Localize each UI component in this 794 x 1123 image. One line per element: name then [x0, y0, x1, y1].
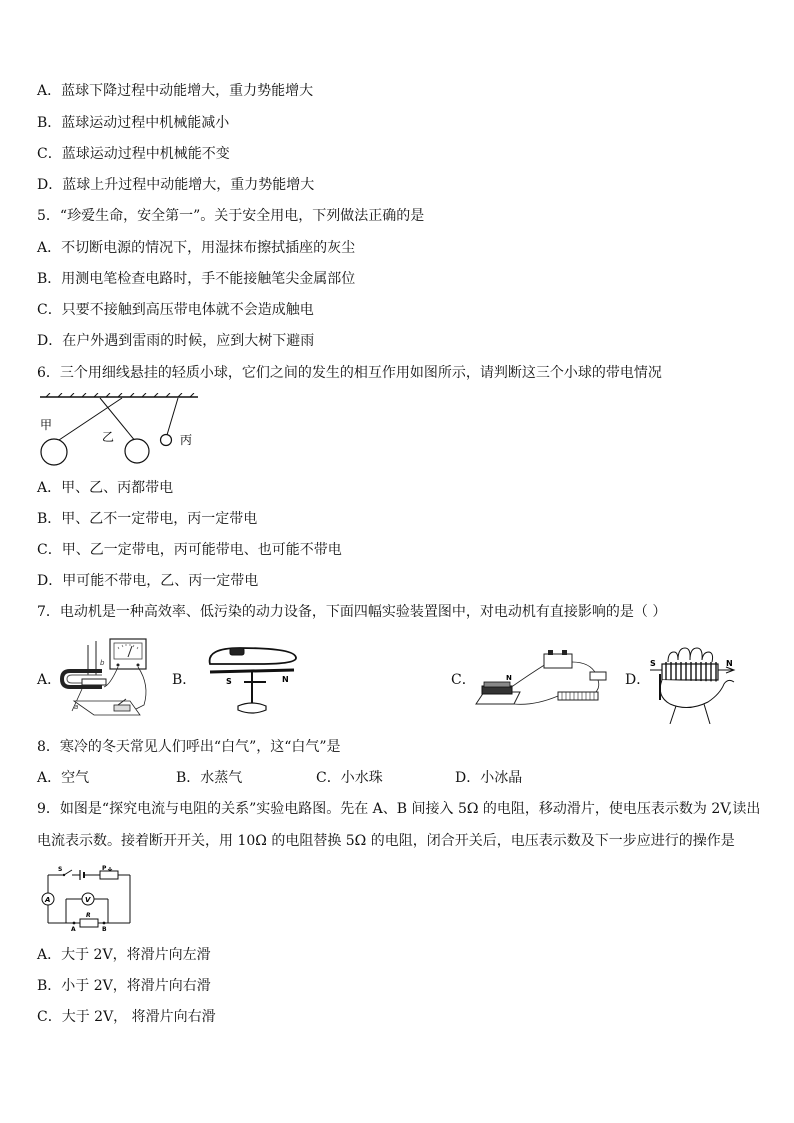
q9-option-b: B．小于 2V，将滑片向右滑	[37, 978, 211, 994]
q6-option-d: D．甲可能不带电，乙、丙一定带电	[37, 573, 259, 589]
q7-option-d-label: D．	[625, 672, 651, 688]
label-jia: 甲	[40, 418, 53, 432]
q7-option-b-label: B．	[172, 672, 197, 688]
q4-option-a: A．蓝球下降过程中动能增大，重力势能增大	[37, 83, 314, 99]
q4-option-d: D．蓝球上升过程中动能增大，重力势能增大	[37, 177, 315, 193]
q5-option-b: B．用测电笔检查电路时，手不能接触笔尖金属部位	[37, 271, 356, 287]
q4-option-c: C．蓝球运动过程中机械能不变	[37, 146, 230, 162]
q8-option-d: D．小冰晶	[455, 770, 523, 786]
q6-option-b: B．甲、乙不一定带电，丙一定带电	[37, 511, 258, 527]
q8-option-a: A．空气	[37, 770, 90, 786]
needle-s-label: S	[226, 677, 232, 686]
q8-stem: 8．寒冷的冬天常见人们呼出“白气”，这“白气”是	[37, 739, 341, 755]
q9-figure-circuit-diagram	[38, 865, 138, 931]
q6-option-a: A．甲、乙、丙都带电	[37, 480, 174, 496]
coil-d-s-label: S	[650, 659, 656, 668]
q7-option-a-label: A．	[37, 672, 62, 688]
q5-option-d: D．在户外遇到雷雨的时候，应到大树下避雨	[37, 333, 315, 349]
point-b-label: B	[102, 926, 107, 931]
q7-option-c-label: C．	[451, 672, 476, 688]
q7-figure-b-oersted	[200, 642, 302, 720]
coil-d-n-label: N	[726, 659, 733, 668]
q8-option-c: C．小水珠	[316, 770, 383, 786]
ball-yi	[125, 439, 149, 463]
resistor-label: R	[86, 912, 91, 919]
magnet-c-n-label: N	[506, 674, 512, 682]
q9-option-a: A．大于 2V，将滑片向左滑	[37, 947, 211, 963]
ball-jia	[41, 439, 67, 465]
point-a-label: A	[71, 926, 76, 931]
needle-n-label: N	[282, 675, 289, 684]
q5-option-c: C．只要不接触到高压带电体就不会造成触电	[37, 302, 314, 318]
q5-stem: 5．“珍爱生命，安全第一”。关于安全用电，下列做法正确的是	[37, 208, 425, 224]
q5-option-a: A．不切断电源的情况下，用湿抹布擦拭插座的灰尘	[37, 240, 356, 256]
switch-label: S	[58, 866, 63, 873]
ball-bing	[161, 435, 172, 446]
label-bing: 丙	[180, 433, 193, 447]
slider-label: P	[102, 865, 107, 872]
label-yi: 乙	[102, 430, 115, 444]
q4-option-b: B．蓝球运动过程中机械能减小	[37, 115, 230, 131]
q9-stem-line-1: 9．如图是“探究电流与电阻的关系”实验电路图。先在 A、B 间接入 5Ω 的电阻，移动滑片，使电压表示数为 2V,读出	[37, 801, 761, 817]
ammeter-label: A	[45, 896, 51, 904]
q6-stem: 6．三个用细线悬挂的轻质小球，它们之间的发生的相互作用如图所示，请判断这三个小球的带电情况	[37, 365, 662, 381]
q7-figure-d-right-hand-rule	[648, 640, 738, 724]
q8-option-b: B．水蒸气	[176, 770, 243, 786]
q7-stem: 7．电动机是一种高效率、低污染的动力设备，下面四幅实验装置图中，对电动机有直接影响的是（ ）	[37, 604, 667, 620]
q7-figure-c-motor-principle	[474, 648, 614, 710]
q9-stem-line-2: 电流表示数。接着断开开关，用 10Ω 的电阻替换 5Ω 的电阻，闭合开关后，电压表示数及下一步应进行的操作是	[37, 833, 735, 849]
q6-figure-hanging-balls	[36, 393, 202, 467]
q7-figure-a-induction-setup	[60, 635, 160, 722]
q9-option-c: C．大于 2V， 将滑片向右滑	[37, 1009, 216, 1025]
voltmeter-label: V	[85, 896, 91, 904]
svg-text:a: a	[74, 703, 79, 711]
svg-text:b: b	[100, 659, 105, 667]
q6-option-c: C．甲、乙一定带电，丙可能带电、也可能不带电	[37, 542, 342, 558]
